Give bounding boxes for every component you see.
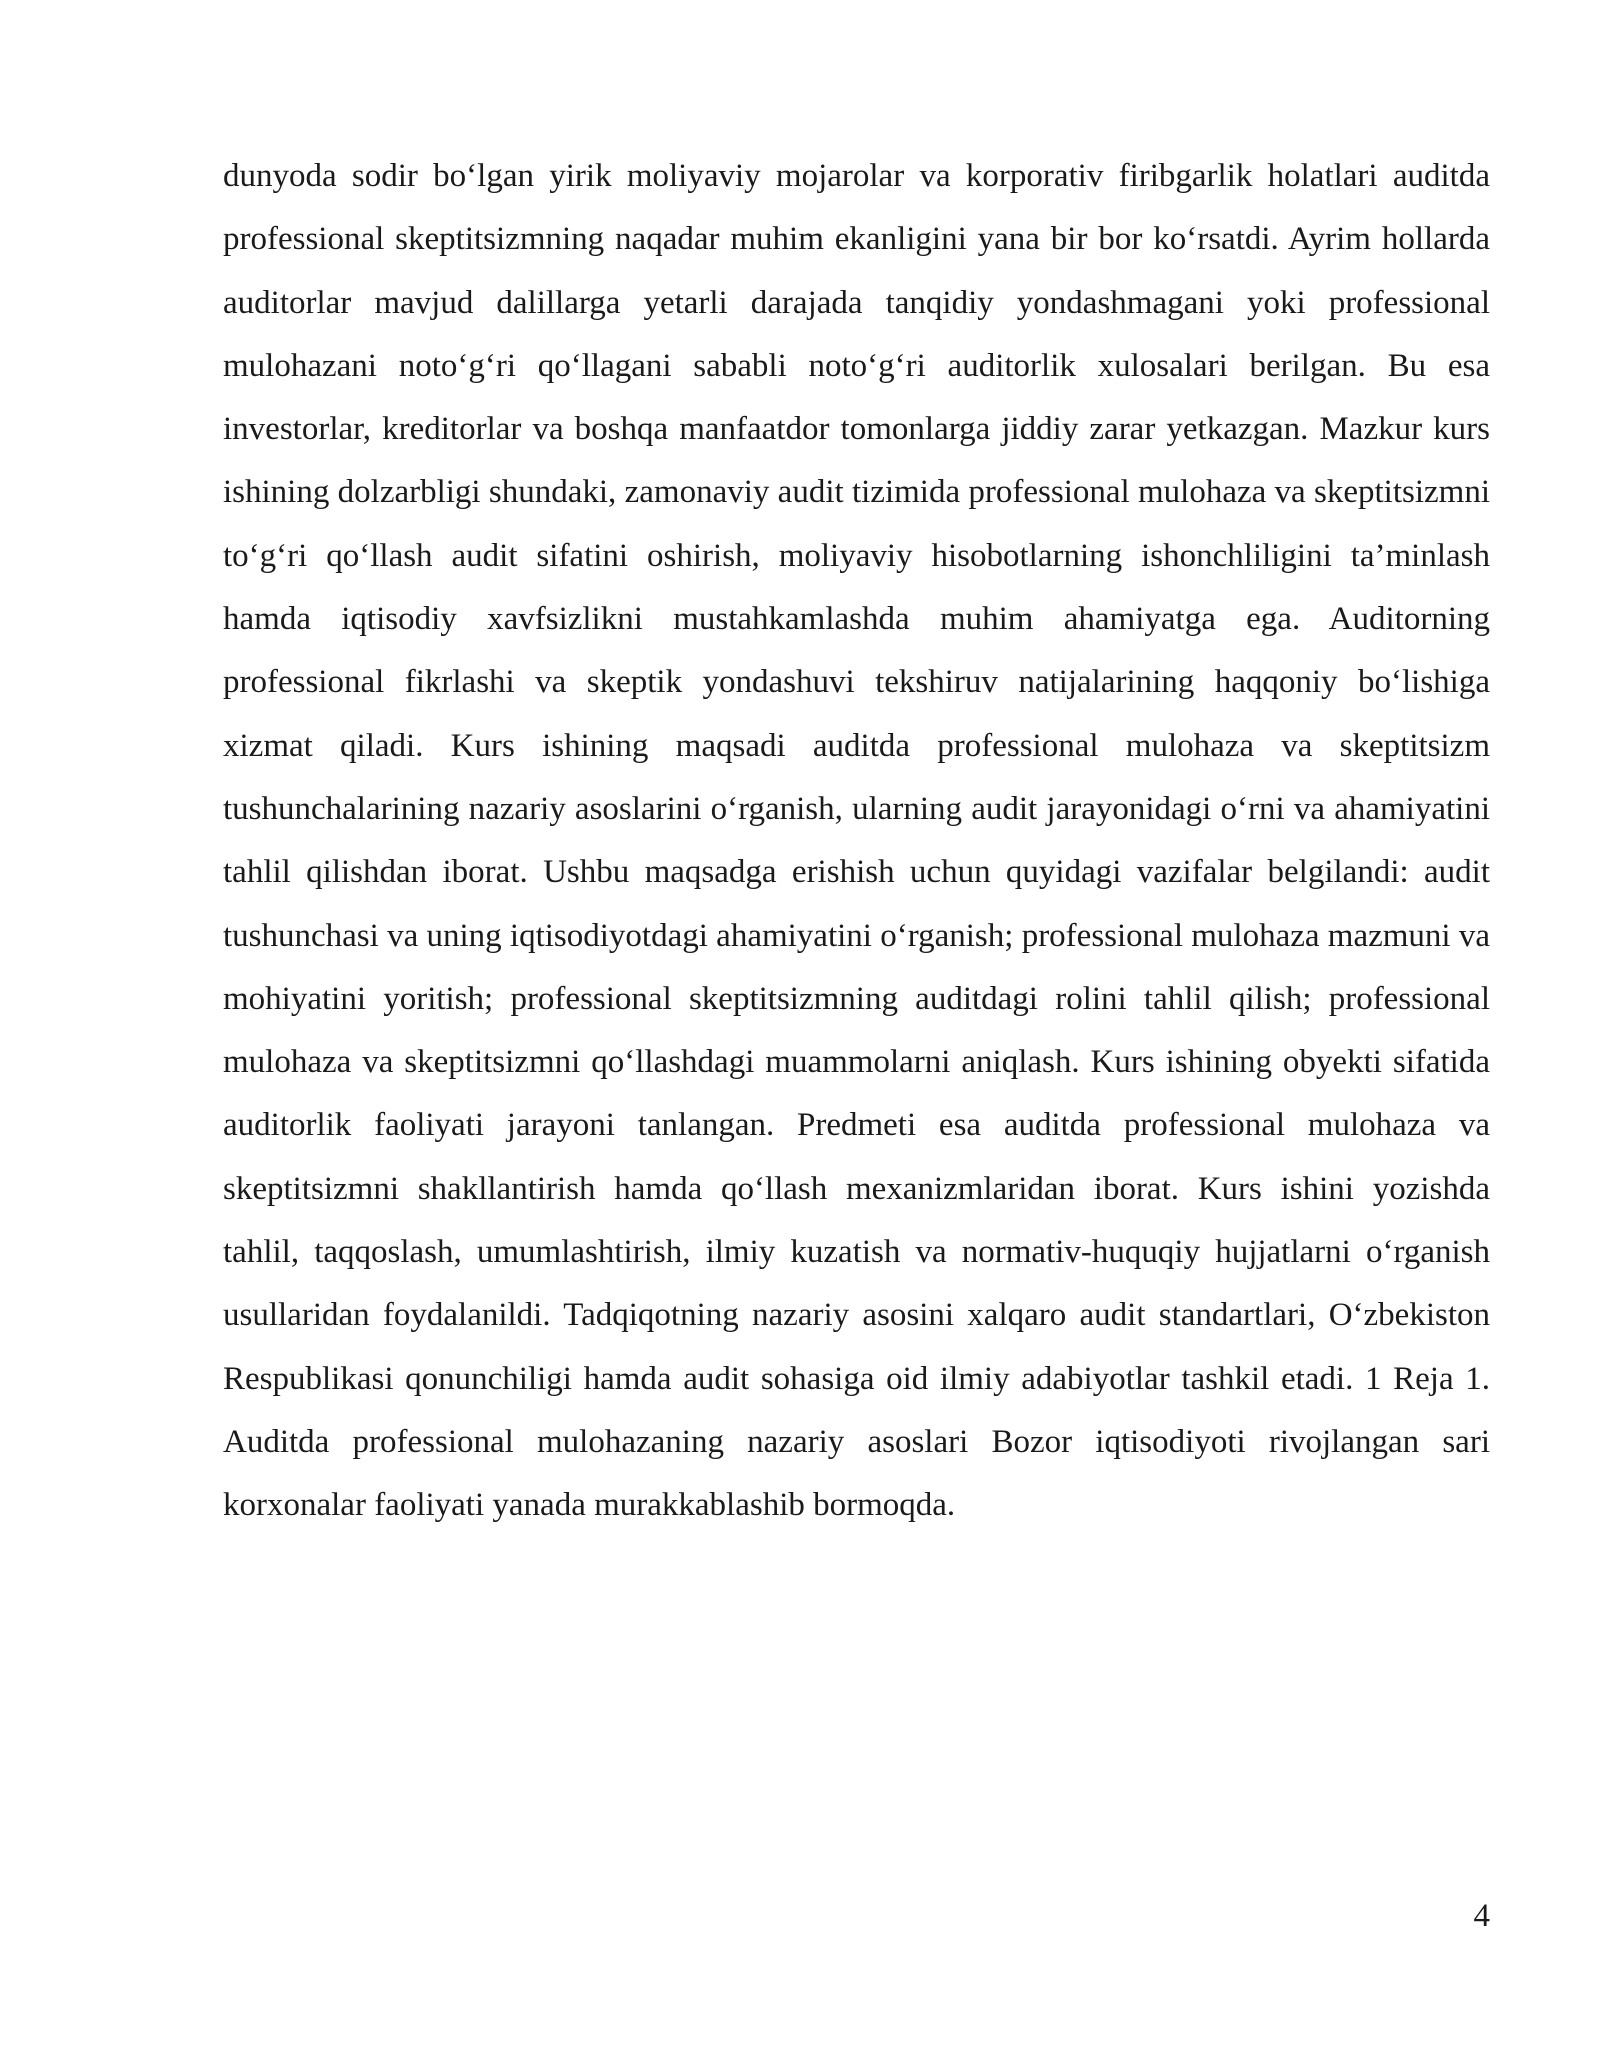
body-paragraph: dunyoda sodir bo‘lgan yirik moliyaviy mojarolar va korporativ firibgarlik holatlari auditda professional skeptitsizmning naqadar muhim ekanligini yana bir bor ko‘rsatdi. Ayrim hollarda auditorlar mavjud dalillarga yetarli darajada tanqidiy yondashmagani yoki professional mulohazani noto‘g‘ri qo‘llagani sababli noto‘g‘ri auditorlik xulosalari berilgan. Bu esa investorlar, kreditorlar va boshqa manfaatdor tomonlarga jiddiy zarar yetkazgan. Mazkur kurs ishining dolzarbligi shundaki, zamonaviy audit tizimida professional mulohaza va skeptitsizmni to‘g‘ri qo‘llash audit sifatini oshirish, moliyaviy hisobotlarning ishonchliligini ta’minlash hamda iqtisodiy xavfsizlikni mustahkamlashda muhim ahamiyatga ega. Auditorning professional fikrlashi va skeptik yondashuvi tekshiruv natijalarining haqqoniy bo‘lishiga xizmat qiladi. Kurs ishining maqsadi auditda professional mulohaza va skeptitsizm tushunchalarining nazariy asoslarini o‘rganish, ularning audit jarayonidagi o‘rni va ahamiyatini tahlil qilishdan iborat. Ushbu maqsadga erishish uchun quyidagi vazifalar belgilandi: audit tushunchasi va uning iqtisodiyotdagi ahamiyatini o‘rganish; professional mulohaza mazmuni va mohiyatini yoritish; professional skeptitsizmning auditdagi rolini tahlil qilish; professional mulohaza va skeptitsizmni qo‘llashdagi muammolarni aniqlash. Kurs ishining obyekti sifatida auditorlik faoliyati jarayoni tanlangan. Predmeti esa auditda professional mulohaza va skeptitsizmni shakllantirish hamda qo‘llash mexanizmlaridan iborat. Kurs ishini yozishda tahlil, taqqoslash, umumlashtirish, ilmiy kuzatish va normativ-huquqiy hujjatlarni o‘rganish usullaridan foydalanildi. Tadqiqotning nazariy asosini xalqaro audit standartlari, O‘zbekiston Respublikasi qonunchiligi hamda audit sohasiga oid ilmiy adabiyotlar tashkil etadi. 1 Reja 1. Auditda professional mulohazaning nazariy asoslari Bozor iqtisodiyoti rivojlangan sari korxonalar faoliyati yanada murakkablashib bormoqda.: [223, 158, 1490, 1524]
page-number: 4: [1473, 1898, 1490, 1934]
